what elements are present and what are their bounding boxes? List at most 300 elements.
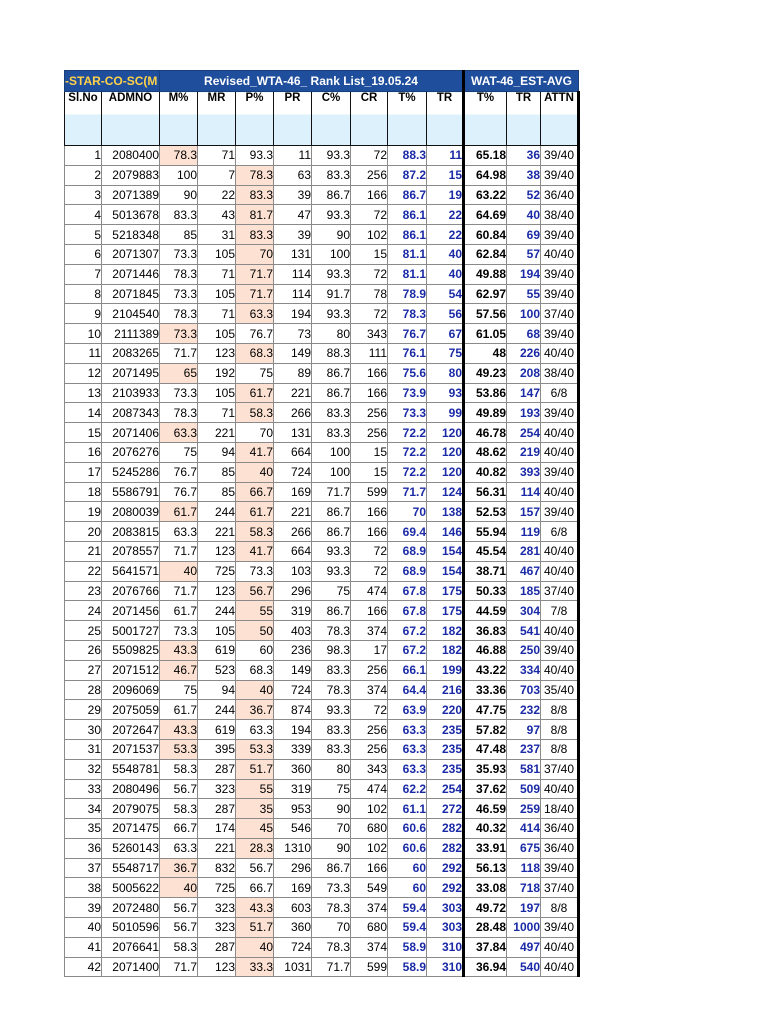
cell-total-percent[interactable]: 67.8 bbox=[388, 601, 427, 621]
cell-physics-rank[interactable]: 1031 bbox=[274, 957, 312, 977]
cell-attendance[interactable]: 7/8 bbox=[541, 601, 579, 621]
cell-maths-percent[interactable]: 75 bbox=[160, 442, 198, 462]
cell-total-rank[interactable]: 220 bbox=[427, 700, 464, 720]
cell-physics-rank[interactable]: 131 bbox=[274, 244, 312, 264]
cell-physics-percent[interactable]: 60 bbox=[236, 640, 274, 660]
cell-admno[interactable]: 2076766 bbox=[102, 581, 160, 601]
cell-attendance[interactable]: 6/8 bbox=[541, 522, 579, 542]
cell-admno[interactable]: 2079883 bbox=[102, 165, 160, 185]
cell-attendance[interactable]: 37/40 bbox=[541, 759, 579, 779]
cell-physics-rank[interactable]: 296 bbox=[274, 858, 312, 878]
cell-total-rank[interactable]: 292 bbox=[427, 858, 464, 878]
cell-admno[interactable]: 5260143 bbox=[102, 838, 160, 858]
cell-chemistry-rank[interactable]: 102 bbox=[351, 799, 388, 819]
cell-admno[interactable]: 2071446 bbox=[102, 264, 160, 284]
cell-avg-total-percent[interactable]: 37.84 bbox=[464, 937, 507, 957]
cell-total-percent[interactable]: 63.3 bbox=[388, 720, 427, 740]
cell-total-percent[interactable]: 78.9 bbox=[388, 284, 427, 304]
cell-total-rank[interactable]: 22 bbox=[427, 205, 464, 225]
cell-maths-percent[interactable]: 73.3 bbox=[160, 284, 198, 304]
cell-avg-total-percent[interactable]: 35.93 bbox=[464, 759, 507, 779]
cell-admno[interactable]: 5548781 bbox=[102, 759, 160, 779]
cell-admno[interactable]: 2071400 bbox=[102, 957, 160, 977]
banner-avg-cell[interactable]: WAT-46_EST-AVG bbox=[464, 71, 579, 92]
cell-maths-rank[interactable]: 174 bbox=[198, 819, 236, 839]
cell-avg-total-percent[interactable]: 44.59 bbox=[464, 601, 507, 621]
cell-maths-rank[interactable]: 192 bbox=[198, 363, 236, 383]
cell-admno[interactable]: 5013678 bbox=[102, 205, 160, 225]
cell-attendance[interactable]: 39/40 bbox=[541, 165, 579, 185]
cell-attendance[interactable]: 40/40 bbox=[541, 343, 579, 363]
cell-maths-percent[interactable]: 71.7 bbox=[160, 957, 198, 977]
cell-sl-no[interactable]: 22 bbox=[65, 561, 102, 581]
cell-avg-total-percent[interactable]: 40.32 bbox=[464, 819, 507, 839]
cell-total-percent[interactable]: 66.1 bbox=[388, 660, 427, 680]
cell-avg-total-rank[interactable]: 52 bbox=[507, 185, 541, 205]
cell-total-percent[interactable]: 58.9 bbox=[388, 957, 427, 977]
cell-avg-total-rank[interactable]: 57 bbox=[507, 244, 541, 264]
cell-total-rank[interactable]: 303 bbox=[427, 898, 464, 918]
cell-attendance[interactable]: 40/40 bbox=[541, 541, 579, 561]
cell-physics-rank[interactable]: 149 bbox=[274, 660, 312, 680]
cell-admno[interactable]: 2083265 bbox=[102, 343, 160, 363]
cell-sl-no[interactable]: 23 bbox=[65, 581, 102, 601]
cell-sl-no[interactable]: 2 bbox=[65, 165, 102, 185]
cell-maths-percent[interactable]: 71.7 bbox=[160, 541, 198, 561]
header-attendance[interactable]: ATTN bbox=[541, 92, 579, 146]
cell-physics-rank[interactable]: 73 bbox=[274, 324, 312, 344]
cell-total-rank[interactable]: 67 bbox=[427, 324, 464, 344]
cell-admno[interactable]: 2104540 bbox=[102, 304, 160, 324]
cell-admno[interactable]: 2071389 bbox=[102, 185, 160, 205]
cell-total-rank[interactable]: 56 bbox=[427, 304, 464, 324]
cell-physics-rank[interactable]: 360 bbox=[274, 759, 312, 779]
cell-maths-percent[interactable]: 53.3 bbox=[160, 739, 198, 759]
cell-chemistry-percent[interactable]: 83.3 bbox=[312, 423, 351, 443]
cell-avg-total-rank[interactable]: 1000 bbox=[507, 918, 541, 938]
cell-avg-total-rank[interactable]: 185 bbox=[507, 581, 541, 601]
cell-maths-percent[interactable]: 40 bbox=[160, 561, 198, 581]
cell-total-percent[interactable]: 60 bbox=[388, 878, 427, 898]
banner-left-cell[interactable]: -STAR-CO-SC(M bbox=[65, 71, 160, 92]
cell-avg-total-rank[interactable]: 304 bbox=[507, 601, 541, 621]
cell-physics-rank[interactable]: 236 bbox=[274, 640, 312, 660]
cell-chemistry-rank[interactable]: 256 bbox=[351, 660, 388, 680]
cell-total-rank[interactable]: 80 bbox=[427, 363, 464, 383]
cell-avg-total-percent[interactable]: 53.86 bbox=[464, 383, 507, 403]
cell-physics-percent[interactable]: 41.7 bbox=[236, 442, 274, 462]
cell-total-rank[interactable]: 182 bbox=[427, 621, 464, 641]
cell-avg-total-percent[interactable]: 46.78 bbox=[464, 423, 507, 443]
cell-maths-rank[interactable]: 323 bbox=[198, 779, 236, 799]
cell-avg-total-percent[interactable]: 40.82 bbox=[464, 462, 507, 482]
cell-sl-no[interactable]: 29 bbox=[65, 700, 102, 720]
cell-attendance[interactable]: 39/40 bbox=[541, 403, 579, 423]
cell-admno[interactable]: 5010596 bbox=[102, 918, 160, 938]
header-maths-percent[interactable]: M% bbox=[160, 92, 198, 146]
cell-maths-percent[interactable]: 58.3 bbox=[160, 937, 198, 957]
header-total-percent[interactable]: T% bbox=[388, 92, 427, 146]
cell-attendance[interactable]: 39/40 bbox=[541, 640, 579, 660]
cell-attendance[interactable]: 36/40 bbox=[541, 185, 579, 205]
cell-avg-total-rank[interactable]: 509 bbox=[507, 779, 541, 799]
cell-physics-rank[interactable]: 221 bbox=[274, 502, 312, 522]
cell-avg-total-percent[interactable]: 49.88 bbox=[464, 264, 507, 284]
cell-total-percent[interactable]: 60.6 bbox=[388, 838, 427, 858]
cell-sl-no[interactable]: 17 bbox=[65, 462, 102, 482]
cell-chemistry-rank[interactable]: 599 bbox=[351, 482, 388, 502]
cell-physics-rank[interactable]: 664 bbox=[274, 442, 312, 462]
cell-avg-total-rank[interactable]: 675 bbox=[507, 838, 541, 858]
cell-total-percent[interactable]: 67.2 bbox=[388, 621, 427, 641]
cell-attendance[interactable]: 40/40 bbox=[541, 482, 579, 502]
cell-maths-rank[interactable]: 619 bbox=[198, 640, 236, 660]
cell-total-rank[interactable]: 235 bbox=[427, 720, 464, 740]
cell-avg-total-rank[interactable]: 393 bbox=[507, 462, 541, 482]
cell-maths-rank[interactable]: 85 bbox=[198, 482, 236, 502]
cell-maths-percent[interactable]: 90 bbox=[160, 185, 198, 205]
cell-maths-percent[interactable]: 63.3 bbox=[160, 423, 198, 443]
cell-sl-no[interactable]: 7 bbox=[65, 264, 102, 284]
cell-physics-percent[interactable]: 55 bbox=[236, 779, 274, 799]
cell-admno[interactable]: 2080400 bbox=[102, 146, 160, 166]
cell-total-percent[interactable]: 70 bbox=[388, 502, 427, 522]
cell-attendance[interactable]: 40/40 bbox=[541, 957, 579, 977]
header-maths-rank[interactable]: MR bbox=[198, 92, 236, 146]
header-physics-rank[interactable]: PR bbox=[274, 92, 312, 146]
cell-chemistry-rank[interactable]: 72 bbox=[351, 205, 388, 225]
cell-avg-total-percent[interactable]: 43.22 bbox=[464, 660, 507, 680]
cell-chemistry-rank[interactable]: 72 bbox=[351, 146, 388, 166]
cell-sl-no[interactable]: 6 bbox=[65, 244, 102, 264]
cell-avg-total-percent[interactable]: 46.88 bbox=[464, 640, 507, 660]
cell-total-percent[interactable]: 59.4 bbox=[388, 918, 427, 938]
cell-attendance[interactable]: 8/8 bbox=[541, 700, 579, 720]
cell-admno[interactable]: 2076276 bbox=[102, 442, 160, 462]
cell-chemistry-rank[interactable]: 72 bbox=[351, 264, 388, 284]
cell-total-percent[interactable]: 76.7 bbox=[388, 324, 427, 344]
cell-avg-total-rank[interactable]: 581 bbox=[507, 759, 541, 779]
cell-chemistry-percent[interactable]: 73.3 bbox=[312, 878, 351, 898]
cell-sl-no[interactable]: 21 bbox=[65, 541, 102, 561]
cell-total-rank[interactable]: 93 bbox=[427, 383, 464, 403]
cell-physics-percent[interactable]: 40 bbox=[236, 462, 274, 482]
cell-total-rank[interactable]: 182 bbox=[427, 640, 464, 660]
cell-chemistry-percent[interactable]: 78.3 bbox=[312, 898, 351, 918]
cell-chemistry-percent[interactable]: 70 bbox=[312, 819, 351, 839]
cell-maths-rank[interactable]: 31 bbox=[198, 225, 236, 245]
cell-total-rank[interactable]: 54 bbox=[427, 284, 464, 304]
header-chemistry-rank[interactable]: CR bbox=[351, 92, 388, 146]
cell-sl-no[interactable]: 5 bbox=[65, 225, 102, 245]
cell-total-percent[interactable]: 87.2 bbox=[388, 165, 427, 185]
cell-physics-rank[interactable]: 39 bbox=[274, 185, 312, 205]
cell-maths-percent[interactable]: 83.3 bbox=[160, 205, 198, 225]
cell-avg-total-rank[interactable]: 114 bbox=[507, 482, 541, 502]
cell-chemistry-rank[interactable]: 78 bbox=[351, 284, 388, 304]
cell-sl-no[interactable]: 1 bbox=[65, 146, 102, 166]
cell-maths-rank[interactable]: 105 bbox=[198, 621, 236, 641]
cell-physics-rank[interactable]: 194 bbox=[274, 720, 312, 740]
cell-sl-no[interactable]: 31 bbox=[65, 739, 102, 759]
cell-physics-percent[interactable]: 71.7 bbox=[236, 284, 274, 304]
cell-total-percent[interactable]: 71.7 bbox=[388, 482, 427, 502]
cell-avg-total-percent[interactable]: 49.89 bbox=[464, 403, 507, 423]
cell-maths-percent[interactable]: 40 bbox=[160, 878, 198, 898]
cell-chemistry-rank[interactable]: 343 bbox=[351, 759, 388, 779]
cell-maths-percent[interactable]: 76.7 bbox=[160, 462, 198, 482]
cell-avg-total-percent[interactable]: 28.48 bbox=[464, 918, 507, 938]
cell-physics-rank[interactable]: 403 bbox=[274, 621, 312, 641]
cell-total-percent[interactable]: 63.3 bbox=[388, 759, 427, 779]
cell-physics-rank[interactable]: 103 bbox=[274, 561, 312, 581]
cell-physics-rank[interactable]: 724 bbox=[274, 937, 312, 957]
cell-avg-total-rank[interactable]: 100 bbox=[507, 304, 541, 324]
cell-attendance[interactable]: 39/40 bbox=[541, 324, 579, 344]
cell-maths-rank[interactable]: 94 bbox=[198, 442, 236, 462]
cell-physics-percent[interactable]: 40 bbox=[236, 680, 274, 700]
cell-maths-percent[interactable]: 56.7 bbox=[160, 918, 198, 938]
cell-physics-rank[interactable]: 47 bbox=[274, 205, 312, 225]
cell-avg-total-percent[interactable]: 33.91 bbox=[464, 838, 507, 858]
cell-admno[interactable]: 5001727 bbox=[102, 621, 160, 641]
cell-maths-rank[interactable]: 287 bbox=[198, 937, 236, 957]
cell-maths-percent[interactable]: 43.3 bbox=[160, 720, 198, 740]
cell-total-rank[interactable]: 310 bbox=[427, 937, 464, 957]
cell-maths-rank[interactable]: 725 bbox=[198, 561, 236, 581]
cell-physics-percent[interactable]: 58.3 bbox=[236, 522, 274, 542]
cell-physics-percent[interactable]: 63.3 bbox=[236, 720, 274, 740]
cell-chemistry-percent[interactable]: 86.7 bbox=[312, 185, 351, 205]
cell-total-percent[interactable]: 67.8 bbox=[388, 581, 427, 601]
cell-chemistry-percent[interactable]: 86.7 bbox=[312, 363, 351, 383]
cell-chemistry-rank[interactable]: 166 bbox=[351, 383, 388, 403]
cell-attendance[interactable]: 40/40 bbox=[541, 423, 579, 443]
cell-maths-rank[interactable]: 323 bbox=[198, 918, 236, 938]
cell-physics-rank[interactable]: 664 bbox=[274, 541, 312, 561]
cell-avg-total-percent[interactable]: 57.82 bbox=[464, 720, 507, 740]
cell-total-rank[interactable]: 124 bbox=[427, 482, 464, 502]
cell-chemistry-rank[interactable]: 256 bbox=[351, 403, 388, 423]
cell-chemistry-rank[interactable]: 15 bbox=[351, 244, 388, 264]
cell-physics-percent[interactable]: 58.3 bbox=[236, 403, 274, 423]
cell-avg-total-percent[interactable]: 64.69 bbox=[464, 205, 507, 225]
cell-physics-percent[interactable]: 45 bbox=[236, 819, 274, 839]
cell-total-percent[interactable]: 88.3 bbox=[388, 146, 427, 166]
header-physics-percent[interactable]: P% bbox=[236, 92, 274, 146]
cell-chemistry-percent[interactable]: 80 bbox=[312, 759, 351, 779]
cell-physics-percent[interactable]: 36.7 bbox=[236, 700, 274, 720]
cell-total-percent[interactable]: 62.2 bbox=[388, 779, 427, 799]
cell-total-percent[interactable]: 61.1 bbox=[388, 799, 427, 819]
cell-chemistry-rank[interactable]: 343 bbox=[351, 324, 388, 344]
cell-admno[interactable]: 2076641 bbox=[102, 937, 160, 957]
cell-avg-total-percent[interactable]: 46.59 bbox=[464, 799, 507, 819]
cell-chemistry-percent[interactable]: 90 bbox=[312, 799, 351, 819]
cell-admno[interactable]: 2071307 bbox=[102, 244, 160, 264]
cell-chemistry-percent[interactable]: 93.3 bbox=[312, 264, 351, 284]
cell-physics-percent[interactable]: 35 bbox=[236, 799, 274, 819]
cell-physics-rank[interactable]: 319 bbox=[274, 779, 312, 799]
cell-physics-rank[interactable]: 546 bbox=[274, 819, 312, 839]
cell-chemistry-rank[interactable]: 256 bbox=[351, 165, 388, 185]
cell-physics-rank[interactable]: 131 bbox=[274, 423, 312, 443]
cell-chemistry-percent[interactable]: 83.3 bbox=[312, 165, 351, 185]
cell-physics-percent[interactable]: 93.3 bbox=[236, 146, 274, 166]
cell-maths-percent[interactable]: 58.3 bbox=[160, 759, 198, 779]
cell-sl-no[interactable]: 9 bbox=[65, 304, 102, 324]
cell-maths-rank[interactable]: 221 bbox=[198, 838, 236, 858]
cell-chemistry-percent[interactable]: 80 bbox=[312, 324, 351, 344]
cell-chemistry-rank[interactable]: 166 bbox=[351, 502, 388, 522]
cell-maths-rank[interactable]: 71 bbox=[198, 264, 236, 284]
cell-maths-percent[interactable]: 75 bbox=[160, 680, 198, 700]
cell-sl-no[interactable]: 19 bbox=[65, 502, 102, 522]
cell-attendance[interactable]: 39/40 bbox=[541, 918, 579, 938]
cell-total-percent[interactable]: 63.3 bbox=[388, 739, 427, 759]
cell-avg-total-rank[interactable]: 147 bbox=[507, 383, 541, 403]
cell-physics-rank[interactable]: 296 bbox=[274, 581, 312, 601]
cell-physics-rank[interactable]: 266 bbox=[274, 403, 312, 423]
cell-physics-percent[interactable]: 28.3 bbox=[236, 838, 274, 858]
cell-physics-rank[interactable]: 169 bbox=[274, 482, 312, 502]
cell-total-percent[interactable]: 86.1 bbox=[388, 225, 427, 245]
cell-maths-rank[interactable]: 123 bbox=[198, 581, 236, 601]
cell-total-rank[interactable]: 75 bbox=[427, 343, 464, 363]
cell-physics-rank[interactable]: 339 bbox=[274, 739, 312, 759]
cell-sl-no[interactable]: 36 bbox=[65, 838, 102, 858]
cell-physics-rank[interactable]: 89 bbox=[274, 363, 312, 383]
cell-maths-rank[interactable]: 221 bbox=[198, 522, 236, 542]
cell-sl-no[interactable]: 30 bbox=[65, 720, 102, 740]
cell-avg-total-percent[interactable]: 55.94 bbox=[464, 522, 507, 542]
cell-maths-percent[interactable]: 61.7 bbox=[160, 700, 198, 720]
cell-maths-percent[interactable]: 36.7 bbox=[160, 858, 198, 878]
cell-avg-total-rank[interactable]: 55 bbox=[507, 284, 541, 304]
cell-physics-percent[interactable]: 73.3 bbox=[236, 561, 274, 581]
cell-maths-rank[interactable]: 832 bbox=[198, 858, 236, 878]
cell-physics-percent[interactable]: 68.3 bbox=[236, 343, 274, 363]
cell-physics-percent[interactable]: 83.3 bbox=[236, 225, 274, 245]
cell-maths-percent[interactable]: 78.3 bbox=[160, 264, 198, 284]
cell-maths-rank[interactable]: 244 bbox=[198, 502, 236, 522]
cell-maths-percent[interactable]: 61.7 bbox=[160, 502, 198, 522]
cell-total-percent[interactable]: 59.4 bbox=[388, 898, 427, 918]
cell-avg-total-rank[interactable]: 718 bbox=[507, 878, 541, 898]
cell-sl-no[interactable]: 13 bbox=[65, 383, 102, 403]
cell-attendance[interactable]: 39/40 bbox=[541, 264, 579, 284]
cell-sl-no[interactable]: 32 bbox=[65, 759, 102, 779]
cell-physics-percent[interactable]: 40 bbox=[236, 937, 274, 957]
cell-total-percent[interactable]: 63.9 bbox=[388, 700, 427, 720]
cell-chemistry-rank[interactable]: 166 bbox=[351, 858, 388, 878]
cell-physics-percent[interactable]: 68.3 bbox=[236, 660, 274, 680]
cell-attendance[interactable]: 36/40 bbox=[541, 819, 579, 839]
cell-total-rank[interactable]: 154 bbox=[427, 541, 464, 561]
cell-maths-rank[interactable]: 287 bbox=[198, 799, 236, 819]
cell-physics-percent[interactable]: 51.7 bbox=[236, 759, 274, 779]
cell-physics-rank[interactable]: 169 bbox=[274, 878, 312, 898]
cell-maths-rank[interactable]: 244 bbox=[198, 700, 236, 720]
cell-admno[interactable]: 2071537 bbox=[102, 739, 160, 759]
cell-sl-no[interactable]: 24 bbox=[65, 601, 102, 621]
cell-physics-percent[interactable]: 75 bbox=[236, 363, 274, 383]
cell-avg-total-rank[interactable]: 36 bbox=[507, 146, 541, 166]
cell-maths-rank[interactable]: 523 bbox=[198, 660, 236, 680]
cell-chemistry-percent[interactable]: 83.3 bbox=[312, 660, 351, 680]
cell-maths-percent[interactable]: 100 bbox=[160, 165, 198, 185]
cell-admno[interactable]: 2071845 bbox=[102, 284, 160, 304]
cell-chemistry-rank[interactable]: 102 bbox=[351, 838, 388, 858]
cell-maths-rank[interactable]: 725 bbox=[198, 878, 236, 898]
cell-total-rank[interactable]: 120 bbox=[427, 442, 464, 462]
cell-avg-total-percent[interactable]: 48 bbox=[464, 343, 507, 363]
cell-physics-rank[interactable]: 63 bbox=[274, 165, 312, 185]
cell-chemistry-percent[interactable]: 91.7 bbox=[312, 284, 351, 304]
cell-attendance[interactable]: 18/40 bbox=[541, 799, 579, 819]
cell-sl-no[interactable]: 20 bbox=[65, 522, 102, 542]
cell-chemistry-rank[interactable]: 680 bbox=[351, 918, 388, 938]
cell-total-rank[interactable]: 146 bbox=[427, 522, 464, 542]
cell-chemistry-rank[interactable]: 102 bbox=[351, 225, 388, 245]
cell-total-percent[interactable]: 86.7 bbox=[388, 185, 427, 205]
cell-maths-rank[interactable]: 244 bbox=[198, 601, 236, 621]
cell-maths-rank[interactable]: 123 bbox=[198, 541, 236, 561]
cell-maths-percent[interactable]: 71.7 bbox=[160, 343, 198, 363]
cell-chemistry-percent[interactable]: 90 bbox=[312, 225, 351, 245]
cell-maths-percent[interactable]: 56.7 bbox=[160, 898, 198, 918]
cell-maths-rank[interactable]: 105 bbox=[198, 284, 236, 304]
cell-avg-total-rank[interactable]: 250 bbox=[507, 640, 541, 660]
cell-avg-total-percent[interactable]: 45.54 bbox=[464, 541, 507, 561]
cell-sl-no[interactable]: 27 bbox=[65, 660, 102, 680]
cell-total-rank[interactable]: 235 bbox=[427, 759, 464, 779]
cell-total-rank[interactable]: 40 bbox=[427, 264, 464, 284]
cell-maths-rank[interactable]: 105 bbox=[198, 244, 236, 264]
cell-total-percent[interactable]: 81.1 bbox=[388, 244, 427, 264]
cell-sl-no[interactable]: 42 bbox=[65, 957, 102, 977]
cell-admno[interactable]: 5245286 bbox=[102, 462, 160, 482]
cell-admno[interactable]: 2111389 bbox=[102, 324, 160, 344]
cell-chemistry-percent[interactable]: 75 bbox=[312, 779, 351, 799]
cell-attendance[interactable]: 39/40 bbox=[541, 502, 579, 522]
cell-avg-total-rank[interactable]: 541 bbox=[507, 621, 541, 641]
cell-admno[interactable]: 2071475 bbox=[102, 819, 160, 839]
cell-total-percent[interactable]: 68.9 bbox=[388, 541, 427, 561]
cell-avg-total-rank[interactable]: 119 bbox=[507, 522, 541, 542]
cell-attendance[interactable]: 40/40 bbox=[541, 660, 579, 680]
cell-total-rank[interactable]: 154 bbox=[427, 561, 464, 581]
cell-avg-total-rank[interactable]: 467 bbox=[507, 561, 541, 581]
cell-total-rank[interactable]: 292 bbox=[427, 878, 464, 898]
cell-chemistry-rank[interactable]: 549 bbox=[351, 878, 388, 898]
banner-title-cell[interactable]: Revised_WTA-46_ Rank List_19.05.24 bbox=[160, 71, 464, 92]
cell-total-rank[interactable]: 175 bbox=[427, 581, 464, 601]
cell-chemistry-rank[interactable]: 72 bbox=[351, 700, 388, 720]
cell-chemistry-rank[interactable]: 15 bbox=[351, 442, 388, 462]
cell-chemistry-percent[interactable]: 78.3 bbox=[312, 937, 351, 957]
cell-physics-rank[interactable]: 874 bbox=[274, 700, 312, 720]
cell-sl-no[interactable]: 28 bbox=[65, 680, 102, 700]
cell-total-percent[interactable]: 72.2 bbox=[388, 442, 427, 462]
cell-avg-total-rank[interactable]: 540 bbox=[507, 957, 541, 977]
cell-physics-rank[interactable]: 194 bbox=[274, 304, 312, 324]
cell-admno[interactable]: 2087343 bbox=[102, 403, 160, 423]
cell-maths-percent[interactable]: 85 bbox=[160, 225, 198, 245]
cell-total-rank[interactable]: 303 bbox=[427, 918, 464, 938]
cell-avg-total-rank[interactable]: 193 bbox=[507, 403, 541, 423]
cell-chemistry-rank[interactable]: 474 bbox=[351, 779, 388, 799]
